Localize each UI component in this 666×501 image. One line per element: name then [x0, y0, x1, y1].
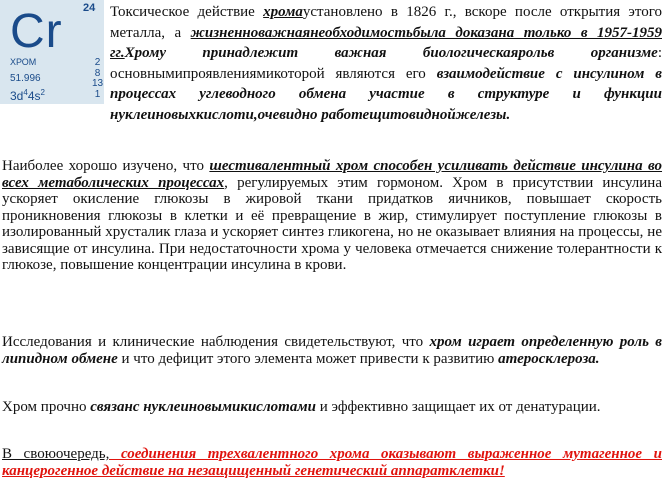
- element-name: ХРОМ: [10, 57, 37, 67]
- mutagen-paragraph: В своюочередь, соединения трехвалентного хрома оказывают выраженное мутагенное и канцерогенное действие на незащищенный генетический аппаратклетки!: [2, 446, 662, 479]
- electron-configuration: $3d^44s^2$: [10, 88, 45, 103]
- element-symbol: Cr: [10, 5, 63, 58]
- lipid-paragraph: Исследования и клинические наблюдения свидетельствуют, что хром играет определенную роль в липидном обмене и что дефицит этого элемента может привести к развитию атеросклероза.: [2, 334, 662, 367]
- electron-shells: 2 8 13 1: [92, 57, 104, 100]
- nucleic-acid-paragraph: Хром прочно связанс нуклеиновымикислотами и эффективно защищает их от денатурации.: [2, 399, 601, 415]
- intro-paragraph: Токсическое действие хромаустановлено в 1826 г., вскоре после открытия этого металла, а жизненноважнаянеобходимостьбыла доказана только в 1957-1959 гг.Хрому принадлежит важная биологическаярольв организме: основнымипроявлениямикоторой являются его взаимодействие с инсулином в процессах углеводного обмена участие в структуре и функции нуклеиновыхкислоти,очевидно работещитовиднойжелезы.: [110, 4, 663, 123]
- chromium-element-tile: [0, 0, 104, 104]
- insulin-paragraph: Наиболее хорошо изучено, что шестивалентный хром способен усиливать действие инсулина во всех метаболических процессах, регулируемых этим гормоном. Хром в присутствии инсулина ускоряет окисление глюкозы в жировой ткани придатков яичников, повышает скорость проникновения глюкозы в клетки и её превращение в жир, стимулирует поступление глюкозы в изолированный хрусталик глаза и ускоряет синтез гликогена, но не оказывает влияния на процессы, не зависящие от инсулина. При недостаточности хрома у человека отмечается снижение толерантности к глюкозе, повышение концентрации инсулина в крови.: [2, 158, 663, 273]
- atomic-mass: 51.996: [10, 73, 41, 84]
- atomic-number: 24: [83, 2, 96, 14]
